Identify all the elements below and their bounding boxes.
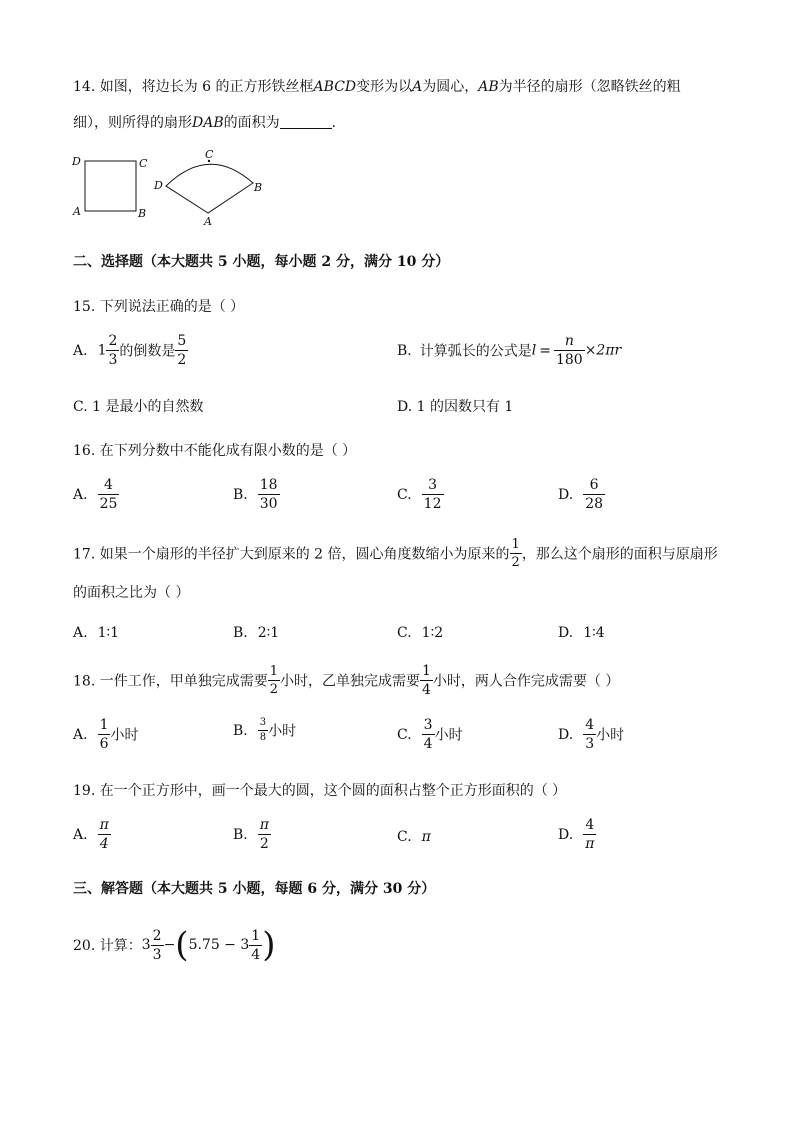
q14-period: .: [331, 115, 337, 131]
sector-shape: [166, 164, 253, 213]
q16-option-c: C. $\frac{3}{12}$: [397, 477, 442, 512]
q14-figure: [66, 146, 276, 230]
q17-fraction: $\frac{1}{2}$: [511, 537, 520, 570]
q15-b-fraction: $\frac{n}{180}$: [555, 333, 583, 368]
q17-option-d: D. 1∶4: [558, 625, 605, 641]
q14-abcd: ABCD: [313, 79, 357, 95]
q14-text-c: 为圆心，: [422, 79, 479, 95]
q14-text-b: 变形为以: [356, 79, 413, 95]
q15-a-fraction-2: $\frac{5}{2}$: [177, 333, 187, 368]
sector-label-a: A: [204, 215, 212, 228]
q17-option-b: B. 2∶1: [233, 625, 280, 641]
q15-a-whole: 1: [97, 342, 107, 359]
q14-number: 14.: [73, 79, 96, 95]
q14-ab: AB: [478, 79, 499, 95]
q15-option-b: B. 计算弧长的公式是l = $\frac{n}{180}$ ×2πr: [397, 333, 622, 368]
q14-line1: [73, 76, 681, 96]
sector-label-d: D: [154, 179, 163, 192]
q17-option-c: C. 1∶2: [397, 625, 444, 641]
square-label-a: A: [73, 205, 81, 218]
q16-option-b: B. $\frac{18}{30}$: [233, 477, 278, 512]
square-label-d: D: [72, 155, 81, 168]
square-shape: [85, 161, 136, 211]
q19-option-c: C. π: [397, 829, 431, 845]
q20-expression: 20. 计算：3 $\frac{2}{3}$ −(5.75 − 3 $\frac{1}{4}$ ): [73, 925, 276, 965]
q18-stem: 18. 一件工作，甲单独完成需要 $\frac{1}{2}$ 小时，乙单独完成需要 $\frac{1}{4}$ 小时，两人合作完成需要（ ）: [73, 663, 620, 698]
sector-label-c: C: [205, 148, 214, 161]
q14-text-e: 细），则所得的扇形: [73, 115, 192, 131]
q14-answer-blank: [280, 114, 332, 129]
q17-stem-line2: 的面积之比为（ ）: [73, 585, 190, 601]
q14-text-d: 为半径的扇形（忽略铁丝的粗: [498, 79, 681, 95]
q18-option-b: B. $\frac{3}{8}$ 小时: [233, 717, 297, 743]
q15-a-fraction: $\frac{2}{3}$: [108, 333, 118, 368]
q19-stem: 19. 在一个正方形中，画一个最大的圆，这个圆的面积占整个正方形面积的（ ）: [73, 783, 567, 799]
q20-fraction-1: $\frac{2}{3}$: [152, 927, 162, 963]
square-label-c: C: [139, 157, 148, 170]
q20-left-paren: (: [175, 925, 189, 965]
q18-option-c: C. $\frac{3}{4}$ 小时: [397, 717, 463, 752]
q15-stem: 15. 下列说法正确的是（ ）: [73, 299, 245, 315]
q18-fraction-2: $\frac{1}{4}$: [422, 663, 431, 698]
q16-option-a: A. $\frac{4}{25}$: [73, 477, 118, 512]
q14-line2: [73, 112, 336, 132]
q14-dab: DAB: [192, 115, 224, 131]
section-3-heading: 三、解答题（本大题共 5 小题，每题 6 分，满分 30 分）: [73, 881, 436, 897]
q18-fraction-1: $\frac{1}{2}$: [269, 664, 278, 697]
q15-option-a: A. 1 $\frac{2}{3}$ 的倒数是 $\frac{5}{2}$: [73, 333, 187, 368]
q16-option-d: D. $\frac{6}{28}$: [558, 477, 604, 512]
q19-option-a: A. $\frac{\pi}{4}$: [73, 817, 109, 852]
q17-option-a: A. 1∶1: [73, 625, 120, 641]
q15-option-c: C. 1 是最小的自然数: [73, 399, 204, 415]
q20-right-paren: ): [262, 925, 276, 965]
q16-stem: 16. 在下列分数中不能化成有限小数的是（ ）: [73, 443, 357, 459]
q19-option-b: B. $\frac{\pi}{2}$: [233, 817, 269, 852]
q18-option-a: A. $\frac{1}{6}$ 小时: [73, 717, 139, 752]
q20-fraction-2: $\frac{1}{4}$: [251, 927, 261, 963]
q19-option-d: D. $\frac{4}{\pi}$: [558, 817, 595, 852]
q15-option-d: D. 1 的因数只有 1: [397, 399, 514, 415]
q14-text-a: 如图，将边长为 6 的正方形铁丝框: [99, 79, 314, 95]
section-2-heading: 二、选择题（本大题共 5 小题，每小题 2 分，满分 10 分）: [73, 254, 450, 270]
q14-a: A: [412, 79, 423, 95]
square-label-b: B: [138, 207, 147, 220]
q14-text-f: 的面积为: [223, 115, 280, 131]
sector-label-b: B: [254, 181, 263, 194]
q17-stem-line1: 17. 如果一个扇形的半径扩大到原来的 2 倍，圆心角度数缩小为原来的 $\frac{1}{2}$ ，那么这个扇形的面积与原扇形: [73, 537, 718, 570]
q18-option-d: D. $\frac{4}{3}$ 小时: [558, 717, 625, 752]
